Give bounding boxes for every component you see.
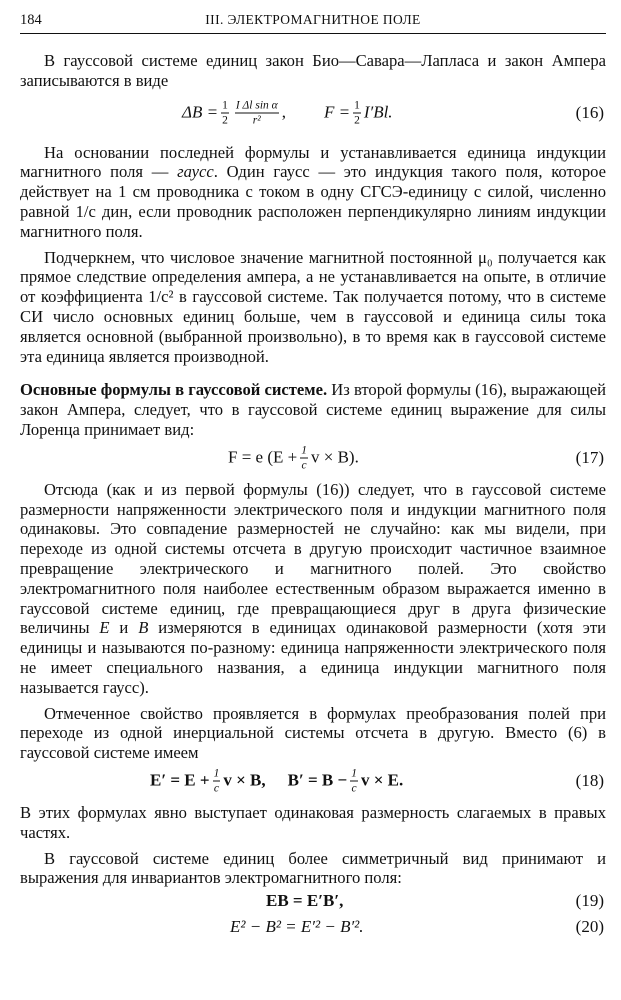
- eq16-lhs1: ΔB =: [182, 102, 219, 122]
- eq16-half-2: [353, 99, 361, 126]
- eq20-expr: E² − B² = E′² − B′².: [230, 917, 364, 937]
- term-gauss: гаусс: [177, 162, 214, 182]
- paragraph-5: [20, 480, 606, 698]
- eq16-separator: ,: [281, 102, 286, 122]
- eq16-label: (16): [575, 102, 604, 122]
- eq16-half-1-den: 2: [222, 114, 228, 127]
- paragraph-2: [20, 143, 606, 242]
- paragraph-5-part-b: измеряются в единицах одинаковой размерности (хотя эти единицы и называются по-разному: единица напряженности электрического поля не имеет специального названия, а единица индукции магнитного поля называется гаусс).: [20, 618, 606, 697]
- eq18-fraction-1: [213, 767, 221, 794]
- paragraph-5-part-a: Отсюда (как и из первой формулы (16)) следует, что в гауссовой системе размерности напряженности электрического поля и индукции магнитного поля одинаковы. Это совпадение размерностей не случайно: как мы видели, при переходе из одной системы отсчета в другую происходит частичное взаимное превращение электрического и магнитного полей. Это свойство электромагнитного поля наиболее естественным образом выражается именно в гауссовой системе единиц, где превращающиеся друг в друга физические величины: [20, 479, 606, 638]
- paragraph-8: В гауссовой системе единиц более симметричный вид принимают и выражения для инвариантов электромагнитного поля:: [20, 848, 606, 888]
- paragraph-3: Подчеркнем, что числовое значение магнитной постоянной μ₀ получается как прямое следствие определения ампера, а не устанавливается на опыте, в отличие от коэффициента 1/c² в гауссовой системе. Так получается потому, что в системе СИ число основных единиц больше, чем в гауссовой и единица силы тока является основной (выбранной произвольно), в то время как в гауссовой системе эта единица является производной.: [20, 247, 606, 366]
- eq18-fraction-2-den: c: [351, 782, 357, 795]
- eq18-fraction-1-num: 1: [213, 767, 220, 780]
- page-number: 184: [20, 12, 42, 28]
- eq16-main-fraction: [235, 99, 279, 126]
- eq17-label: (17): [575, 447, 604, 467]
- paragraph-4-text: Из второй формулы (16), выражающей закон Ампера, следует, что в гауссовой системе единиц выражение для силы Лоренца принимает вид:: [20, 380, 606, 439]
- eq17-lhs: F = e (E +: [228, 447, 298, 467]
- paragraph-2-part-a: На основании последней формулы и устанавливается единица индукции магнитного поля —: [20, 142, 606, 182]
- paragraph-2-part-b: . Один гаусс — это индукция такого поля, которое действует на 1 см проводника с током в одну СГСЭ-единицу с силой, численно равной 1/c дин, если проводник расположен перпендикулярно линиям индукции магнитного поля.: [20, 162, 606, 241]
- equation-17: [20, 440, 606, 476]
- paragraph-5-and: и: [109, 618, 139, 638]
- page-header: [20, 12, 606, 34]
- eq17-fraction-den: c: [301, 459, 307, 472]
- eq16-half-2-num: 1: [354, 99, 360, 112]
- eq17-rhs: v × B).: [310, 447, 359, 467]
- equation-16: [20, 91, 606, 135]
- paragraph-6: Отмеченное свойство проявляется в формулах преобразования полей при переходе из одной инерциальной системы отсчета в другую. Вместо (6) в гауссовой системе имеем: [20, 703, 606, 763]
- eq18-fraction-2-num: 1: [351, 767, 357, 780]
- eq16-lhs2: F =: [323, 102, 351, 122]
- symbol-E: E: [99, 618, 110, 638]
- paragraph-1: В гауссовой системе единиц закон Био—Савара—Лапласа и закон Ампера записываются в виде: [20, 51, 606, 90]
- paragraph-4: [20, 380, 606, 439]
- eq18-part-a: E′ = E +: [150, 770, 210, 790]
- eq19-expr: EB = E′B′,: [266, 891, 344, 911]
- eq18-part-c: B′ = B −: [287, 770, 348, 790]
- eq16-fraction-num: I Δl sin α: [235, 99, 278, 112]
- eq16-fraction-den: r²: [252, 114, 261, 127]
- header-rule: [20, 33, 606, 34]
- equation-20: [20, 914, 606, 940]
- eq17-fraction: [300, 444, 308, 471]
- equation-18: [20, 763, 606, 799]
- eq18-part-d: v × E.: [360, 770, 404, 790]
- eq18-label: (18): [575, 770, 604, 790]
- eq18-fraction-2: [350, 767, 358, 794]
- eq16-rhs2: I′Bl.: [363, 102, 393, 122]
- eq17-fraction-num: 1: [301, 444, 307, 457]
- eq18-part-b: v × B,: [223, 770, 266, 790]
- paragraph-7: В этих формулах явно выступает одинаковая размерность слагаемых в правых частях.: [20, 802, 606, 842]
- running-title: III. ЭЛЕКТРОМАГНИТНОЕ ПОЛЕ: [205, 12, 421, 27]
- page: [20, 12, 606, 940]
- equation-19: [20, 888, 606, 914]
- section-title: Основные формулы в гауссовой системе.: [20, 380, 328, 400]
- eq20-label: (20): [575, 917, 604, 937]
- eq16-half-1-num: 1: [222, 99, 228, 112]
- eq16-half-2-den: 2: [354, 114, 360, 127]
- eq16-half-1: [221, 99, 229, 126]
- symbol-B: B: [138, 618, 149, 638]
- eq18-fraction-1-den: c: [213, 782, 220, 795]
- eq19-label: (19): [575, 891, 604, 911]
